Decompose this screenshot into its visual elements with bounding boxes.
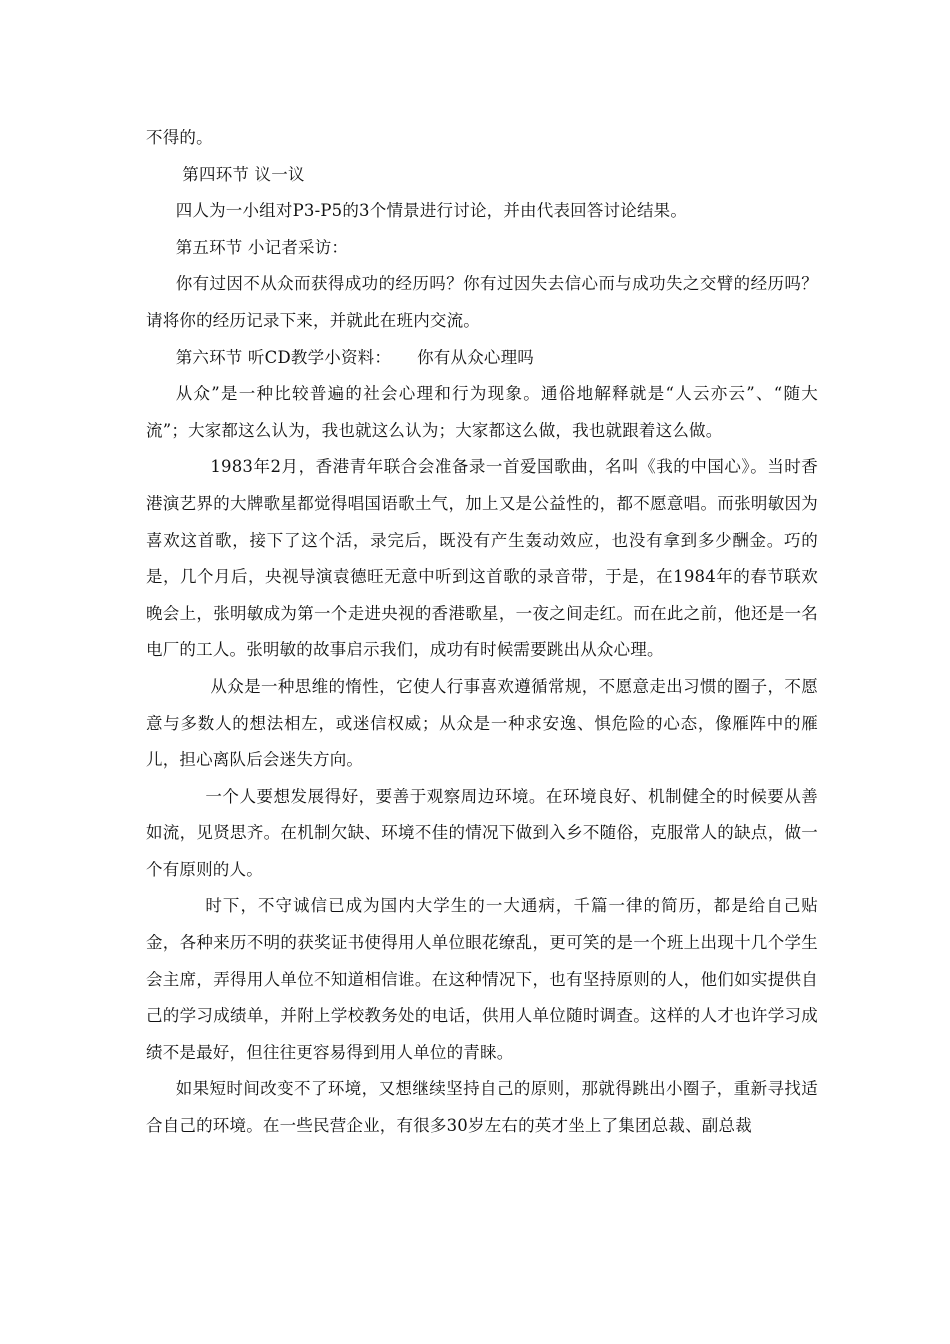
section-heading-6 bbox=[146, 340, 818, 377]
section-heading-4: 第四环节 议一议 bbox=[182, 164, 305, 184]
paragraph-interview: 你有过因不从众而获得成功的经历吗？你有过因失去信心而与成功失之交臂的经历吗？请将你的经历记录下来，并就此在班内交流。 bbox=[146, 274, 818, 330]
document-body bbox=[146, 120, 818, 1145]
paragraph-continuation: 不得的。 bbox=[146, 128, 213, 147]
paragraph-environment: 一个人要想发展得好，要善于观察周边环境。在环境良好、机制健全的时候要从善如流，见贤思齐。在机制欠缺、环境不佳的情况下做到入乡不随俗，克服常人的缺点，做一个有原则的人。 bbox=[146, 786, 818, 879]
section-heading-5: 第五环节 小记者采访： bbox=[175, 237, 349, 257]
paragraph-inertia: 从众是一种思维的惰性，它使人行事喜欢遵循常规，不愿意走出习惯的圈子，不愿意与多数人的想法相左，或迷信权威；从众是一种求安逸、惧危险的心态，像雁阵中的雁儿，担心离队后会迷失方向。 bbox=[146, 676, 818, 770]
section-heading-6-label: 第六环节 听CD教学小资料： bbox=[175, 347, 392, 367]
paragraph-integrity: 时下，不守诚信已成为国内大学生的一大通病，千篇一律的简历，都是给自己贴金，各种来历不明的获奖证书使得用人单位眼花缭乱，更可笑的是一个班上出现十几个学生会主席，弄得用人单位不知道相信谁。在这种情况下，也有坚持原则的人，他们如实提供自己的学习成绩单，并附上学校教务处的电话，供用人单位随时调查。这样的人才也许学习成绩不是最好，但往往更容易得到用人单位的青睐。 bbox=[146, 896, 818, 1062]
paragraph-conformity-definition: 从众”是一种比较普遍的社会心理和行为现象。通俗地解释就是“人云亦云”、“随大流”；大家都这么认为，我也就这么认为；大家都这么做，我也就跟着这么做。 bbox=[146, 384, 818, 440]
section-heading-6-topic: 你有从众心理吗 bbox=[417, 347, 534, 367]
paragraph-story: 1983年2月，香港青年联合会准备录一首爱国歌曲，名叫《我的中国心》。当时香港演艺界的大牌歌星都觉得唱国语歌土气，加上又是公益性的，都不愿意唱。而张明敏因为喜欢这首歌，接下了这个活，录完后，既没有产生轰动效应，也没有拿到多少酬金。巧的是，几个月后，央视导演袁德旺无意中听到这首歌的录音带，于是，在1984年的春节联欢晚会上，张明敏成为第一个走进央视的香港歌星，一夜之间走红。而在此之前，他还是一名电厂的工人。张明敏的故事启示我们，成功有时候需要跳出从众心理。 bbox=[146, 457, 818, 660]
paragraph-discussion: 四人为一小组对P3-P5的3个情景进行讨论，并由代表回答讨论结果。 bbox=[175, 201, 688, 221]
paragraph-change-environment: 如果短时间改变不了环境，又想继续坚持自己的原则，那就得跳出小圈子，重新寻找适合自己的环境。在一些民营企业，有很多30岁左右的英才坐上了集团总裁、副总裁 bbox=[146, 1079, 818, 1136]
